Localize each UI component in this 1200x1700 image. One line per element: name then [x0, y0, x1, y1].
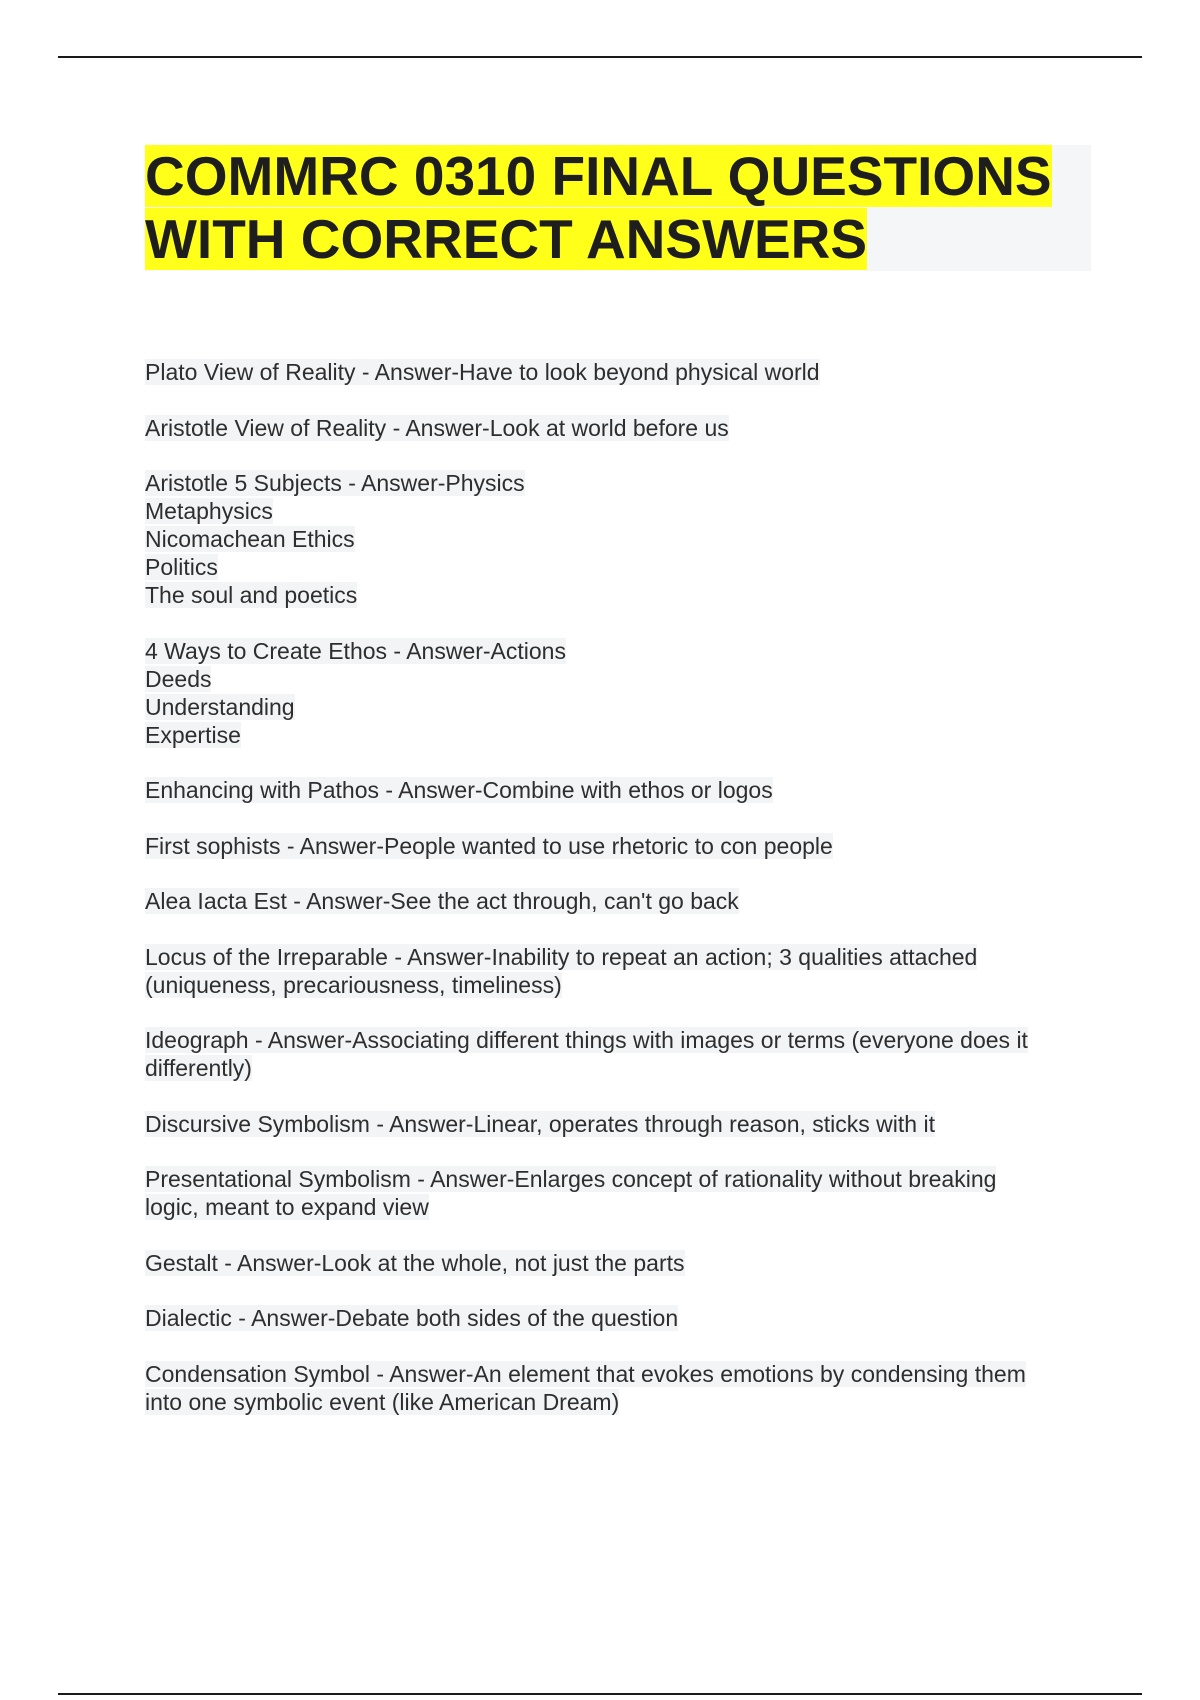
- qa-line: [145, 525, 1105, 553]
- qa-item: [145, 776, 1105, 804]
- qa-line: [145, 1026, 1105, 1054]
- qa-text: Condensation Symbol - Answer-An element that evokes emotions by condensing them: [145, 1360, 1026, 1387]
- qa-list: [145, 358, 1105, 1443]
- qa-text: Politics: [145, 554, 218, 580]
- qa-line: [145, 358, 1105, 386]
- qa-line: [145, 581, 1105, 609]
- qa-text: Expertise: [145, 721, 241, 748]
- qa-line: [145, 665, 1105, 693]
- qa-line: [145, 469, 1105, 497]
- qa-text: Discursive Symbolism - Answer-Linear, operates through reason, sticks with it: [145, 1110, 935, 1137]
- qa-line: [145, 1110, 1105, 1138]
- qa-item: [145, 887, 1105, 915]
- qa-line: [145, 414, 1105, 442]
- qa-line: [145, 1193, 1105, 1221]
- qa-text: into one symbolic event (like American Dream): [145, 1388, 620, 1415]
- qa-text: differently): [145, 1055, 252, 1081]
- title-line-1: COMMRC 0310 FINAL QUESTIONS: [145, 145, 1052, 207]
- top-rule: [58, 56, 1142, 58]
- qa-line: [145, 887, 1105, 915]
- qa-line: [145, 1054, 1105, 1082]
- qa-line: [145, 1360, 1105, 1388]
- qa-text: Aristotle View of Reality - Answer-Look at world before us: [145, 414, 729, 441]
- qa-text: Presentational Symbolism - Answer-Enlarges concept of rationality without breaking: [145, 1166, 997, 1192]
- qa-text: Dialectic - Answer-Debate both sides of the question: [145, 1305, 679, 1331]
- qa-item: [145, 469, 1105, 609]
- qa-line: [145, 971, 1105, 999]
- qa-text: 4 Ways to Create Ethos - Answer-Actions: [145, 637, 566, 664]
- qa-text: Deeds: [145, 665, 212, 692]
- qa-line: [145, 832, 1105, 860]
- document-title: [145, 145, 1091, 271]
- qa-item: [145, 832, 1105, 860]
- qa-text: First sophists - Answer-People wanted to use rhetoric to con people: [145, 832, 833, 859]
- qa-text: Metaphysics: [145, 498, 273, 524]
- qa-item: [145, 1110, 1105, 1138]
- qa-text: Ideograph - Answer-Associating different things with images or terms (everyone does it: [145, 1027, 1028, 1053]
- qa-line: [145, 1304, 1105, 1332]
- qa-item: [145, 414, 1105, 442]
- qa-text: Nicomachean Ethics: [145, 526, 355, 552]
- qa-text: Alea Iacta Est - Answer-See the act through, can't go back: [145, 888, 739, 914]
- qa-item: [145, 943, 1105, 999]
- qa-line: [145, 1249, 1105, 1277]
- qa-text: Enhancing with Pathos - Answer-Combine with ethos or logos: [145, 777, 773, 803]
- qa-item: [145, 1165, 1105, 1221]
- qa-item: [145, 1360, 1105, 1416]
- qa-line: [145, 497, 1105, 525]
- qa-text: Aristotle 5 Subjects - Answer-Physics: [145, 470, 525, 496]
- qa-text: Locus of the Irreparable - Answer-Inability to repeat an action; 3 qualities attached: [145, 943, 978, 970]
- qa-item: [145, 1249, 1105, 1277]
- qa-item: [145, 358, 1105, 386]
- qa-line: [145, 1388, 1105, 1416]
- qa-item: [145, 637, 1105, 749]
- qa-text: Understanding: [145, 693, 295, 720]
- qa-text: (uniqueness, precariousness, timeliness): [145, 971, 562, 998]
- qa-item: [145, 1304, 1105, 1332]
- qa-text: Plato View of Reality - Answer-Have to look beyond physical world: [145, 359, 820, 385]
- qa-text: logic, meant to expand view: [145, 1194, 429, 1220]
- qa-line: [145, 1165, 1105, 1193]
- qa-line: [145, 721, 1105, 749]
- qa-line: [145, 553, 1105, 581]
- title-block: [145, 145, 1091, 271]
- qa-line: [145, 637, 1105, 665]
- qa-text: Gestalt - Answer-Look at the whole, not just the parts: [145, 1249, 685, 1276]
- title-line-2: WITH CORRECT ANSWERS: [145, 208, 868, 270]
- qa-line: [145, 693, 1105, 721]
- qa-text: The soul and poetics: [145, 582, 358, 608]
- qa-item: [145, 1026, 1105, 1082]
- qa-line: [145, 776, 1105, 804]
- qa-line: [145, 943, 1105, 971]
- bottom-rule: [58, 1693, 1142, 1695]
